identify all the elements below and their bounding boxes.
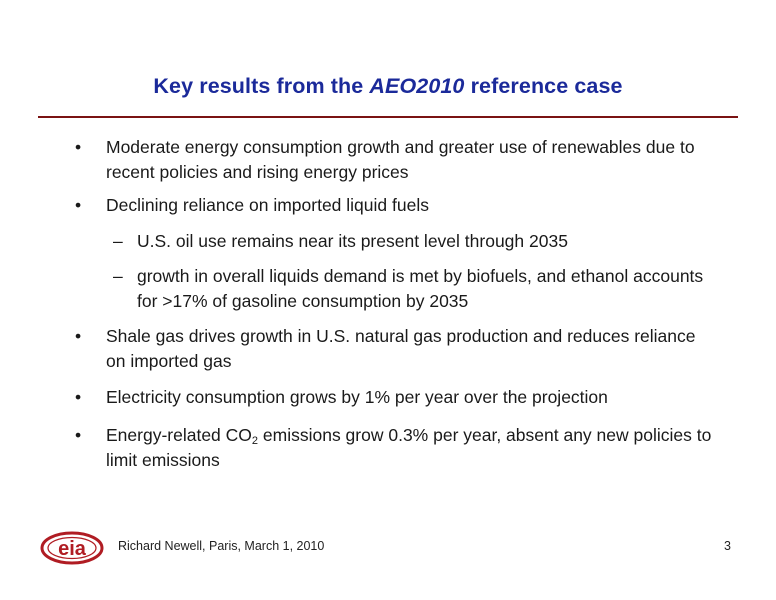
bullet-text-post: emissions grow 0.3% per year, absent any new policies to limit emissions <box>106 425 712 470</box>
dash-marker: – <box>113 266 123 286</box>
footer-presenter: Richard Newell, Paris, March 1, 2010 <box>118 539 325 553</box>
sub-bullet-text: U.S. oil use remains near its present level through 2035 <box>137 231 568 251</box>
bullet-text: Electricity consumption grows by 1% per year over the projection <box>106 387 608 407</box>
sub-bullet-item-1 <box>113 229 717 254</box>
eia-logo-icon <box>40 530 104 566</box>
bullet-text: Shale gas drives growth in U.S. natural gas production and reduces reliance on imported gas <box>106 326 696 371</box>
co2-subscript: 2 <box>251 435 259 447</box>
title-suffix: reference case <box>464 74 623 98</box>
sub-bullet-item-2 <box>113 264 717 314</box>
bullet-item-3 <box>75 324 716 374</box>
bullet-item-2 <box>75 193 716 218</box>
title-italic: AEO2010 <box>369 74 465 98</box>
bullet-item-4 <box>75 385 716 410</box>
bullet-marker: • <box>75 326 82 346</box>
bullet-marker: • <box>75 137 82 157</box>
bullet-marker: • <box>75 387 82 407</box>
bullet-marker: • <box>75 425 82 445</box>
page-number: 3 <box>724 539 731 553</box>
slide-title <box>0 74 776 99</box>
dash-marker: – <box>113 231 123 251</box>
bullet-text-pre: Energy-related CO <box>106 425 252 445</box>
bullet-text: Moderate energy consumption growth and greater use of renewables due to recent policies and rising energy prices <box>106 137 695 182</box>
bullet-item-5 <box>75 423 716 473</box>
logo-text: eia <box>58 538 86 560</box>
bullet-item-1 <box>75 135 716 185</box>
bullet-marker: • <box>75 195 82 215</box>
title-prefix: Key results from the <box>153 74 370 98</box>
title-divider <box>38 116 738 118</box>
bullet-text: Declining reliance on imported liquid fuels <box>106 195 429 215</box>
sub-bullet-text: growth in overall liquids demand is met by biofuels, and ethanol accounts for >17% of gasoline consumption by 2035 <box>137 266 704 311</box>
